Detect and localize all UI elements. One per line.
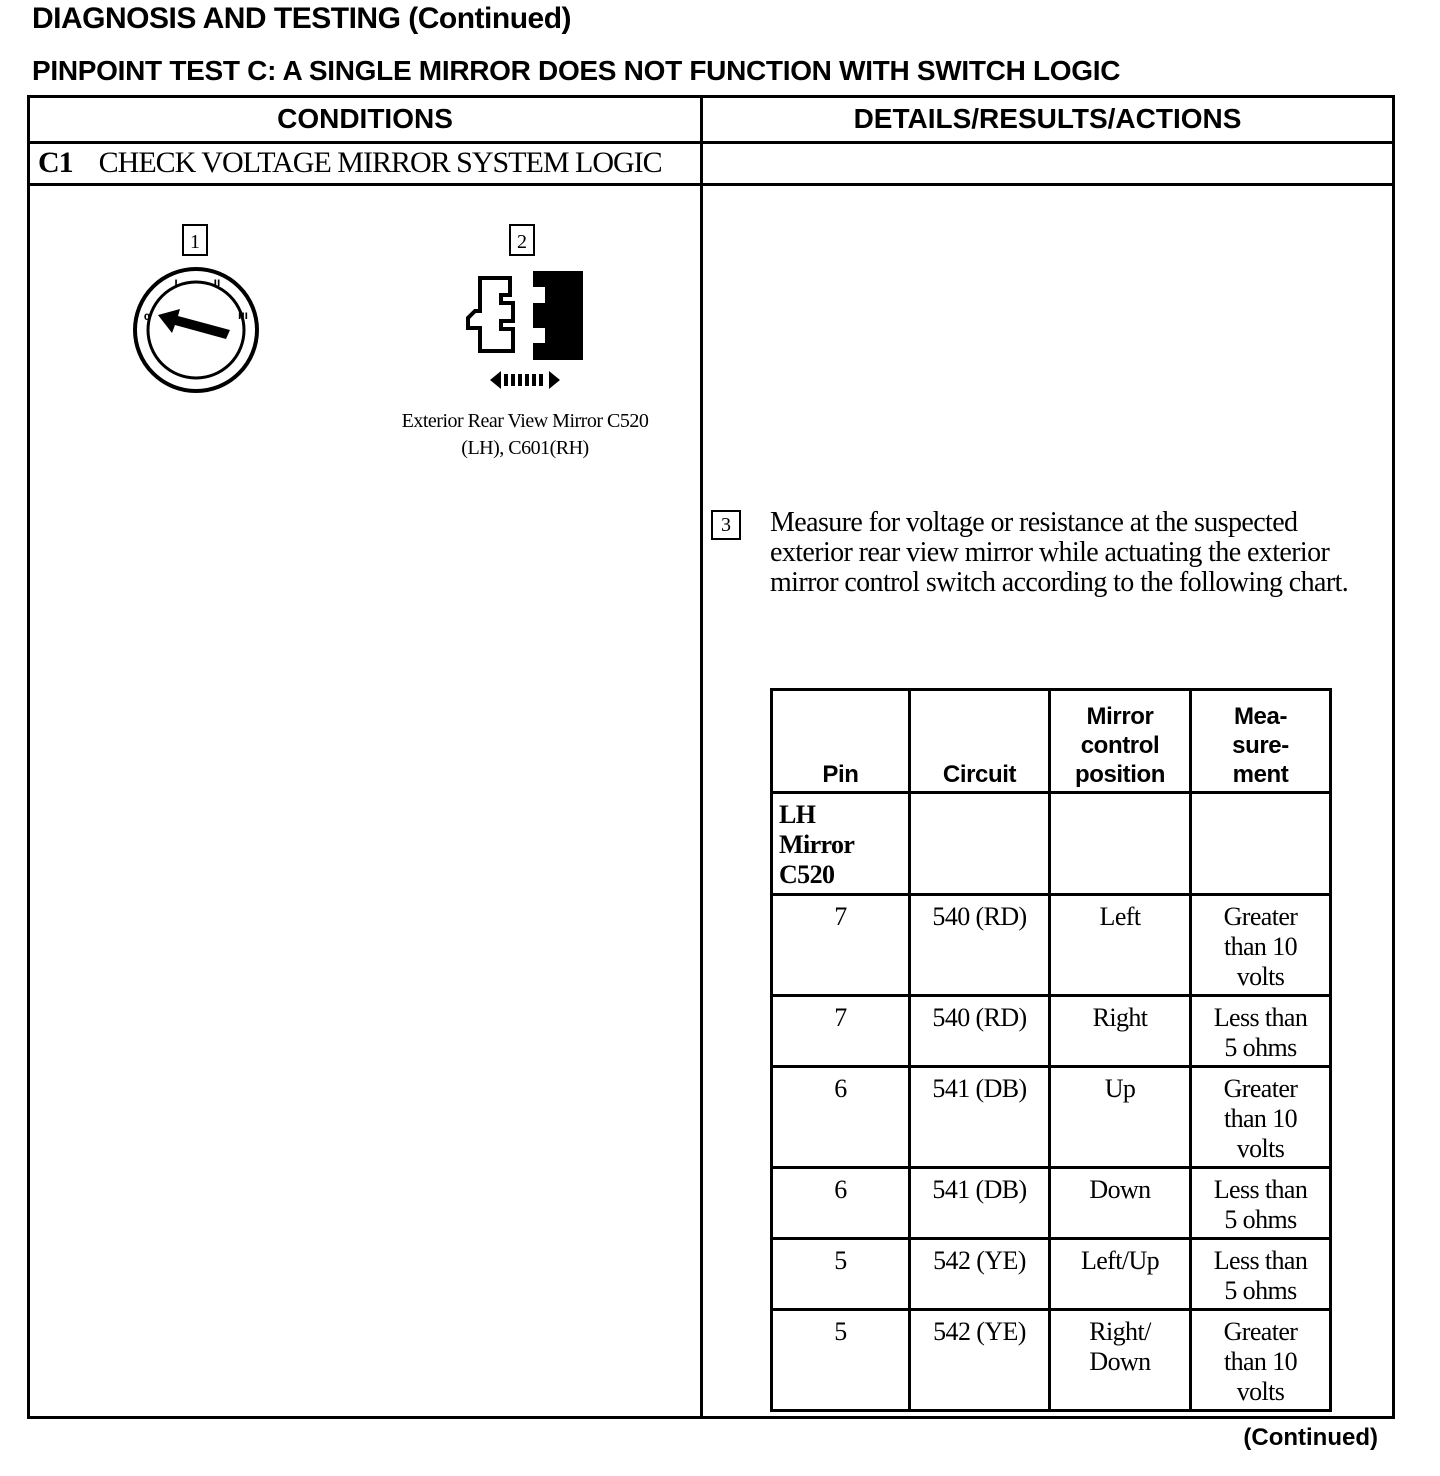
chart-cell-measurement	[1191, 1168, 1331, 1239]
chart-cell-measurement-line: Less than	[1213, 1175, 1308, 1204]
chart-cell-measurement-line: 5 ohms	[1224, 1205, 1297, 1234]
chart-cell-circuit-line: 540 (RD)	[932, 1003, 1027, 1032]
chart-cell-pin	[772, 1239, 910, 1310]
chart-cell-measurement-line: volts	[1236, 1377, 1285, 1406]
chart-cell-circuit	[910, 1239, 1050, 1310]
chart-cell-pin-line: 7	[834, 902, 847, 931]
chart-cell-measurement	[1191, 996, 1331, 1067]
chart-group-label	[772, 793, 910, 895]
chart-row	[772, 1067, 1331, 1168]
chart-cell-circuit-line: 540 (RD)	[932, 902, 1027, 931]
chart-cell-circuit-line: 541 (DB)	[932, 1074, 1027, 1103]
chart-cell-measurement-line: 5 ohms	[1224, 1033, 1297, 1062]
pinpoint-test-table	[27, 95, 1395, 1419]
connector-caption	[370, 408, 680, 462]
step-badge-3: 3	[711, 510, 741, 540]
chart-cell-circuit-line: 542 (YE)	[933, 1246, 1026, 1275]
group-label-line: C520	[779, 860, 835, 889]
chart-header-circuit: Circuit	[910, 690, 1050, 793]
chart-row	[772, 1310, 1331, 1411]
ignition-position-2: II	[213, 279, 221, 289]
chart-cell-position-line: Right/	[1089, 1317, 1151, 1346]
connector-caption-line2: (LH), C601(RH)	[461, 437, 589, 459]
ignition-position-3: III	[237, 312, 249, 322]
group-label-line: LH	[779, 800, 816, 829]
chart-cell-measurement	[1191, 895, 1331, 996]
ignition-position-0: 0	[143, 313, 151, 323]
step-3-instruction: Measure for voltage or resistance at the suspected exterior rear view mirror while actuating the exterior mirror control switch according to the following chart.	[770, 507, 1349, 598]
chart-cell-position-line: Down	[1089, 1175, 1151, 1204]
chart-header-pin: Pin	[772, 690, 910, 793]
chart-cell-circuit	[910, 1067, 1050, 1168]
chart-cell-position-line: Left	[1099, 902, 1141, 931]
chart-cell-measurement	[1191, 1067, 1331, 1168]
chart-cell-circuit-line: 541 (DB)	[932, 1175, 1027, 1204]
ignition-switch-illustration	[130, 223, 270, 393]
chart-cell-circuit	[910, 996, 1050, 1067]
chart-cell-pin	[772, 996, 910, 1067]
chart-cell-pin-line: 7	[834, 1003, 847, 1032]
measurement-chart	[770, 688, 1332, 1412]
test-title: PINPOINT TEST C: A SINGLE MIRROR DOES NOT FUNCTION WITH SWITCH LOGIC	[32, 55, 1121, 86]
chart-cell-pin	[772, 1310, 910, 1411]
chart-cell-empty	[910, 793, 1050, 895]
chart-cell-circuit-line: 542 (YE)	[933, 1317, 1026, 1346]
chart-header-position: Mirror control position	[1050, 690, 1191, 793]
chart-cell-measurement-line: Greater	[1223, 902, 1298, 931]
step-heading	[38, 146, 662, 180]
chart-cell-position	[1050, 1239, 1191, 1310]
chart-cell-measurement-line: 5 ohms	[1224, 1276, 1297, 1305]
chart-cell-measurement-line: Greater	[1223, 1074, 1298, 1103]
chart-group-row	[772, 793, 1331, 895]
step-badge-1: 1	[190, 231, 200, 253]
connector-illustration	[455, 223, 595, 403]
chart-cell-circuit	[910, 1168, 1050, 1239]
chart-cell-measurement-line: Less than	[1213, 1246, 1308, 1275]
page-heading: DIAGNOSIS AND TESTING (Continued)	[32, 2, 572, 35]
chart-cell-measurement-line: than 10	[1223, 1347, 1298, 1376]
chart-cell-pin-line: 5	[834, 1246, 847, 1275]
chart-cell-circuit	[910, 895, 1050, 996]
continued-footer: (Continued)	[1243, 1424, 1378, 1451]
chart-cell-pin-line: 6	[834, 1175, 847, 1204]
column-divider	[700, 98, 703, 1416]
column-header-conditions: CONDITIONS	[277, 103, 453, 134]
chart-cell-position-line: Down	[1089, 1347, 1151, 1376]
step-badge-2: 2	[517, 231, 527, 253]
chart-cell-position	[1050, 1168, 1191, 1239]
chart-cell-measurement-line: volts	[1236, 962, 1285, 991]
chart-row	[772, 895, 1331, 996]
chart-cell-measurement-line: Less than	[1213, 1003, 1308, 1032]
ignition-position-1: I	[174, 279, 178, 289]
chart-cell-empty	[1050, 793, 1191, 895]
step-title: CHECK VOLTAGE MIRROR SYSTEM LOGIC	[98, 146, 662, 179]
chart-cell-pin	[772, 895, 910, 996]
chart-cell-position	[1050, 1310, 1191, 1411]
chart-cell-measurement-line: than 10	[1223, 1104, 1298, 1133]
ignition-switch-icon	[135, 269, 257, 391]
chart-cell-position-line: Up	[1104, 1074, 1136, 1103]
chart-cell-pin-line: 6	[834, 1074, 847, 1103]
step-id: C1	[38, 146, 73, 179]
chart-cell-position	[1050, 996, 1191, 1067]
chart-cell-position-line: Right	[1092, 1003, 1148, 1032]
step-divider	[30, 183, 1392, 186]
chart-cell-pin	[772, 1067, 910, 1168]
chart-header-row	[772, 690, 1331, 793]
chart-header-measurement: Mea- sure- ment	[1191, 690, 1331, 793]
chart-cell-measurement-line: than 10	[1223, 932, 1298, 961]
chart-cell-pin	[772, 1168, 910, 1239]
chart-cell-measurement	[1191, 1310, 1331, 1411]
connector-caption-line1: Exterior Rear View Mirror C520	[401, 410, 649, 432]
column-header-details: DETAILS/RESULTS/ACTIONS	[853, 103, 1242, 134]
chart-cell-measurement-line: volts	[1236, 1134, 1285, 1163]
chart-cell-circuit	[910, 1310, 1050, 1411]
group-label-line: Mirror	[779, 830, 855, 859]
chart-cell-measurement-line: Greater	[1223, 1317, 1298, 1346]
chart-cell-measurement	[1191, 1239, 1331, 1310]
chart-row	[772, 1239, 1331, 1310]
chart-cell-position	[1050, 895, 1191, 996]
chart-cell-empty	[1191, 793, 1331, 895]
chart-cell-position	[1050, 1067, 1191, 1168]
header-divider	[30, 141, 1392, 144]
chart-row	[772, 1168, 1331, 1239]
chart-cell-position-line: Left/Up	[1080, 1246, 1160, 1275]
chart-row	[772, 996, 1331, 1067]
connector-disconnect-icon	[468, 271, 583, 389]
chart-cell-pin-line: 5	[834, 1317, 847, 1346]
